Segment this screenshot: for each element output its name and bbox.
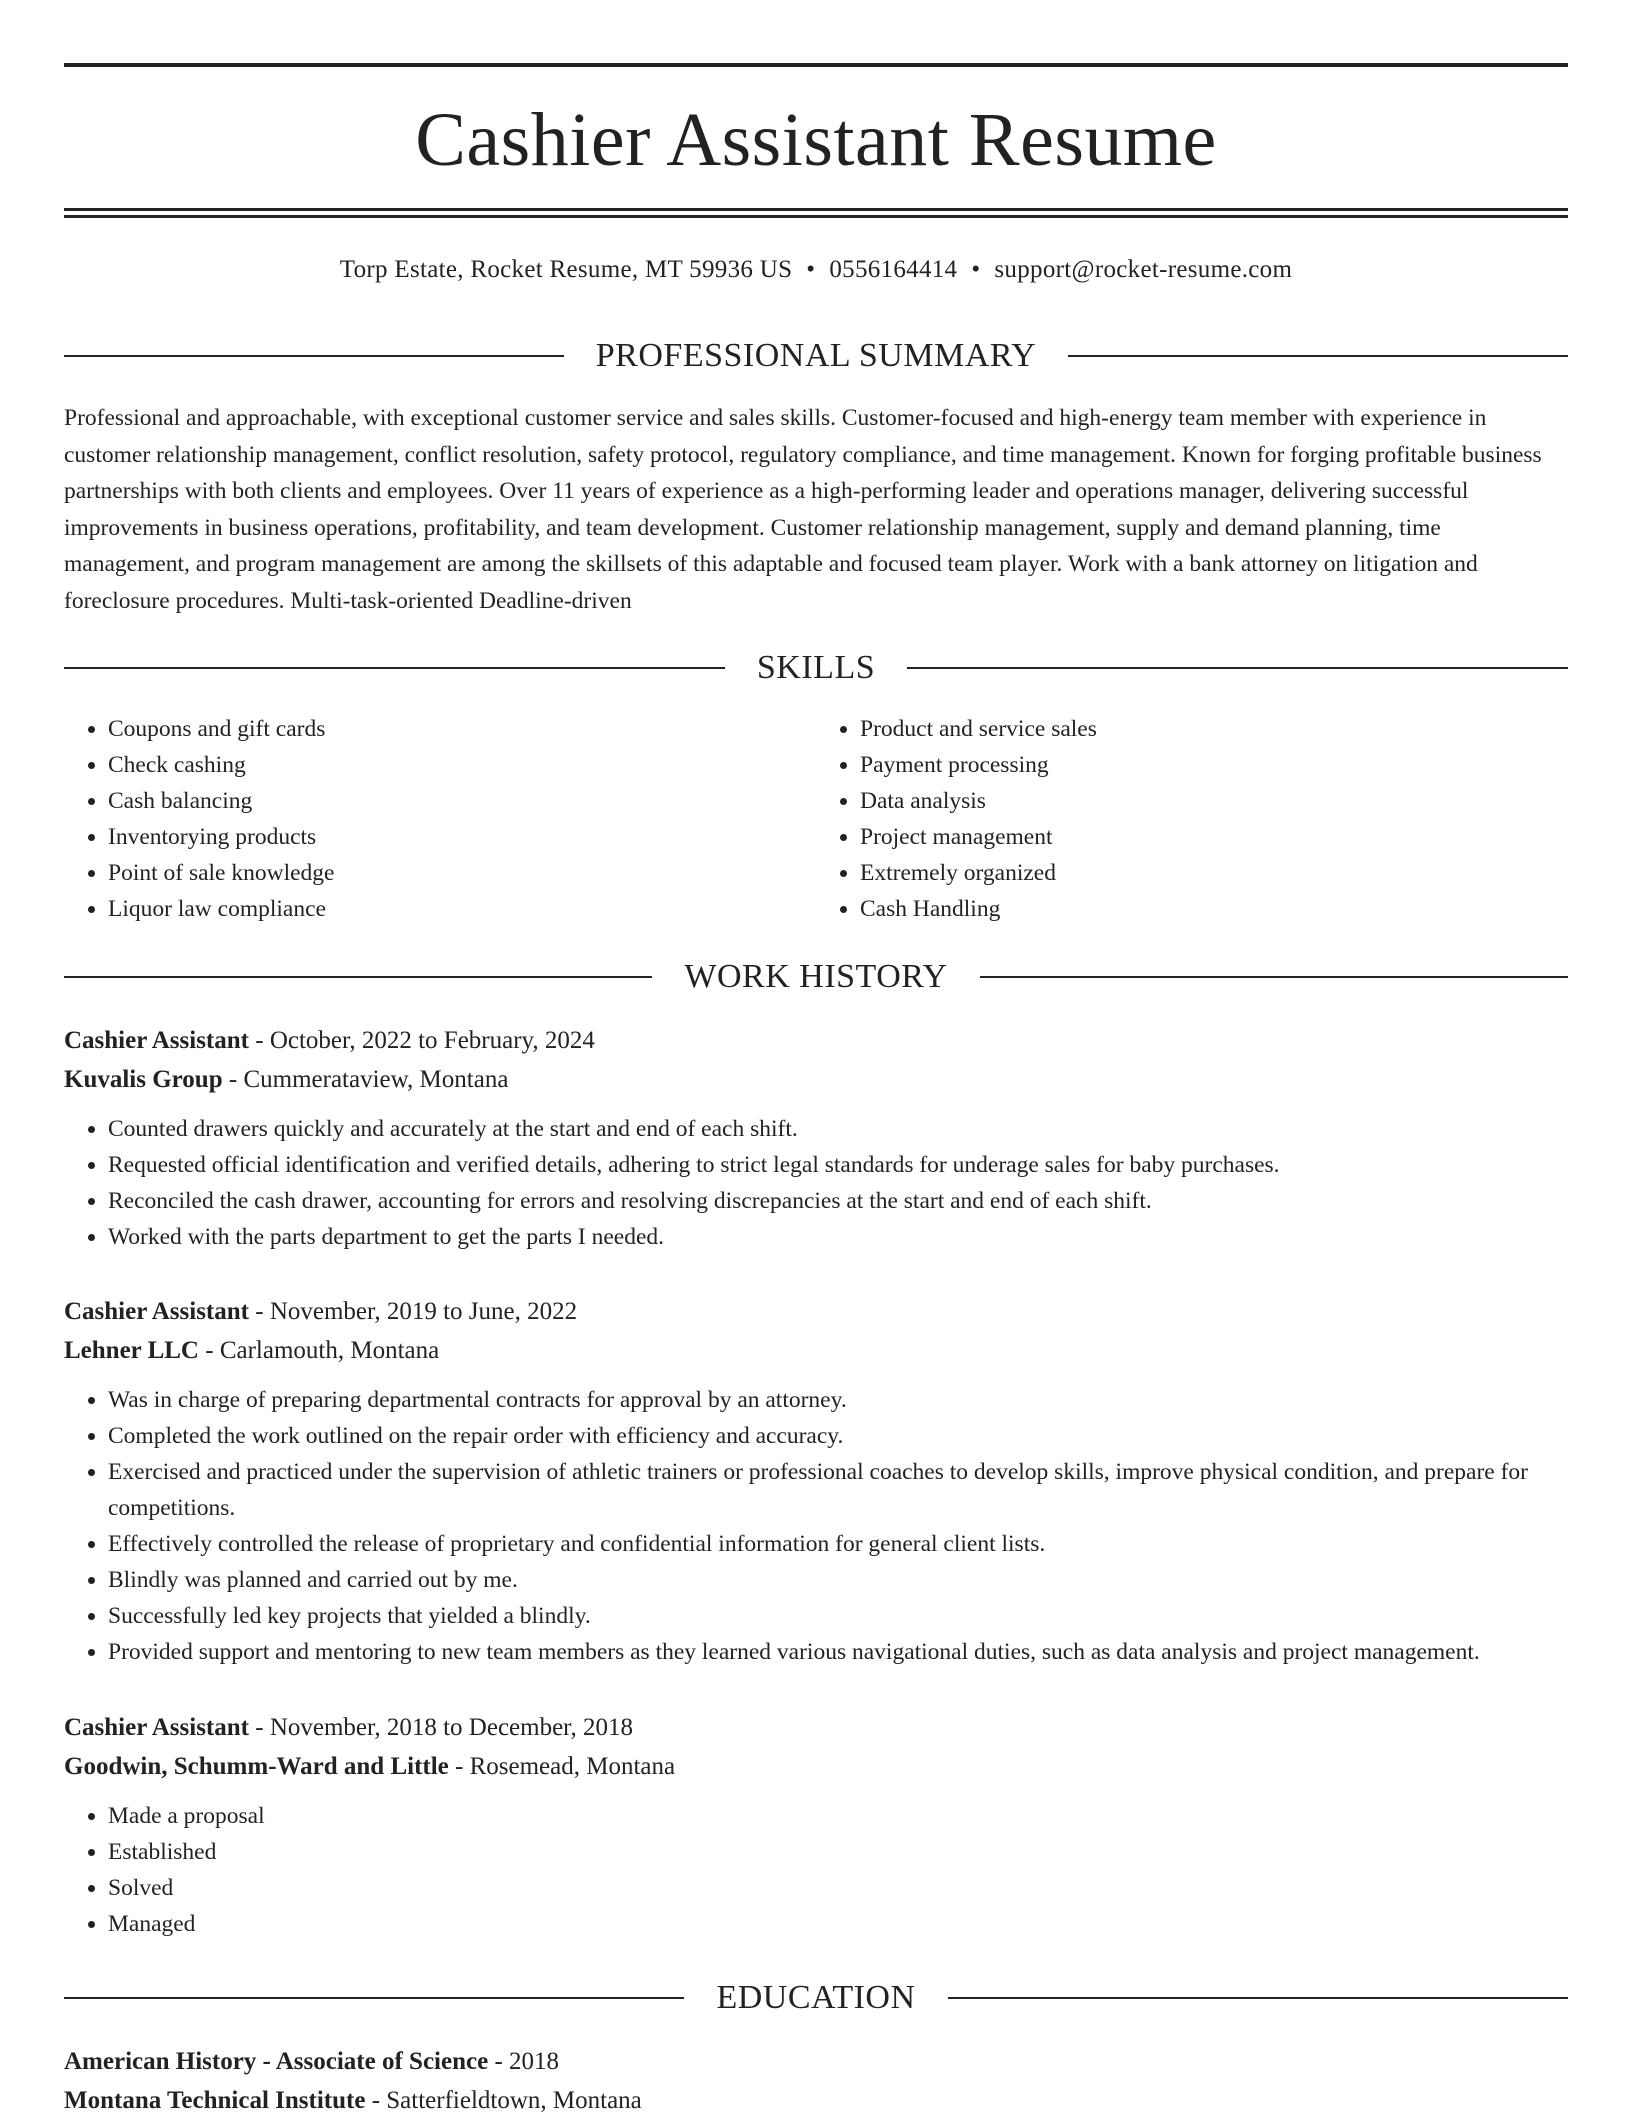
skill-item: • Payment processing: [860, 747, 1568, 783]
job-entry: [64, 1021, 1568, 1255]
top-rule: [64, 63, 1568, 67]
skill-item: • Point of sale knowledge: [108, 855, 816, 891]
skill-item: • Cash balancing: [108, 783, 816, 819]
dash: -: [228, 1066, 238, 1093]
dash: -: [255, 1027, 264, 1054]
contact-address: Torp Estate, Rocket Resume, MT 59936 US: [339, 256, 793, 283]
skills-list: [64, 711, 1568, 927]
job-company: Lehner LLC: [64, 1337, 199, 1364]
education-degree-line: [64, 2042, 1568, 2081]
heading-rule-left: [64, 976, 652, 978]
job-bullet: • Counted drawers quickly and accurately at the start and end of each shift.: [108, 1111, 1568, 1147]
job-bullet: • Managed: [108, 1906, 1568, 1942]
education-entry: [64, 2042, 1568, 2120]
job-entry: [64, 1292, 1568, 1670]
job-bullets: [64, 1798, 1568, 1942]
heading-rule-right: [907, 667, 1568, 669]
skill-item: • Data analysis: [860, 783, 1568, 819]
skill-item: • Check cashing: [108, 747, 816, 783]
heading-rule-left: [64, 1997, 684, 1999]
job-bullet: • Blindly was planned and carried out by me.: [108, 1562, 1568, 1598]
summary-text: Professional and approachable, with exceptional customer service and sales skills. Customer-focused and high-energy team member with experience in customer relationship management, conflict resolution, safety protocol, regulatory compliance, and time management. Known for forging profitable business partnerships with both clients and employees. Over 11 years of experience as a high-performing leader and operations manager, delivering successful improvements in business operations, profitability, and team development. Customer relationship management, supply and demand planning, time management, and program management are among the skillsets of this adaptable and focused team player. Work with a bank attorney on litigation and foreclosure procedures. Multi-task-oriented Deadline-driven: [64, 405, 1542, 614]
job-title: Cashier Assistant: [64, 1714, 249, 1741]
job-location: Rosemead, Montana: [469, 1753, 676, 1780]
job-title: Cashier Assistant: [64, 1027, 249, 1054]
job-bullets: [64, 1382, 1568, 1670]
skill-item: • Coupons and gift cards: [108, 711, 816, 747]
work-history-section-heading: [64, 955, 1568, 999]
job-title-line: [64, 1292, 1568, 1331]
job-bullet: • Effectively controlled the release of proprietary and confidential information for general client lists.: [108, 1526, 1568, 1562]
skill-item: • Extremely organized: [860, 855, 1568, 891]
job-company-line: [64, 1331, 1568, 1370]
contact-separator: •: [806, 256, 816, 283]
job-bullet: • Requested official identification and verified details, adhering to strict legal standards for underage sales for baby purchases.: [108, 1147, 1568, 1183]
dash: -: [255, 1714, 264, 1741]
dash: -: [205, 1337, 214, 1364]
education-section-heading: [64, 1976, 1568, 2020]
skills-heading-label: SKILLS: [756, 649, 876, 686]
skills-column-right: [816, 711, 1568, 927]
skill-item: • Cash Handling: [860, 891, 1568, 927]
resume-title: Cashier Assistant Resume: [415, 98, 1217, 182]
skill-item: • Liquor law compliance: [108, 891, 816, 927]
job-dates: October, 2022 to February, 2024: [269, 1027, 595, 1054]
skill-item: • Project management: [860, 819, 1568, 855]
education-degree: American History - Associate of Science: [64, 2048, 489, 2075]
contact-separator: •: [971, 256, 981, 283]
skill-item: • Product and service sales: [860, 711, 1568, 747]
heading-rule-right: [980, 976, 1568, 978]
heading-rule-right: [1068, 355, 1568, 357]
contact-phone: 0556164414: [829, 256, 958, 283]
job-bullet: • Solved: [108, 1870, 1568, 1906]
summary-heading-label: PROFESSIONAL SUMMARY: [595, 337, 1037, 374]
job-company-line: [64, 1747, 1568, 1786]
education-heading-label: EDUCATION: [716, 1979, 916, 2016]
dash: -: [455, 1753, 464, 1780]
education-school: Montana Technical Institute: [64, 2087, 366, 2114]
title-double-rule: [64, 208, 1568, 218]
job-bullets: [64, 1111, 1568, 1255]
dash: -: [371, 2087, 381, 2114]
job-dates: November, 2019 to June, 2022: [269, 1298, 578, 1325]
heading-rule-right: [948, 1997, 1568, 1999]
job-bullet: • Established: [108, 1834, 1568, 1870]
job-bullet: • Reconciled the cash drawer, accounting for errors and resolving discrepancies at the start and end of each shift.: [108, 1183, 1568, 1219]
job-bullet: • Was in charge of preparing departmental contracts for approval by an attorney.: [108, 1382, 1568, 1418]
job-bullet: • Successfully led key projects that yielded a blindly.: [108, 1598, 1568, 1634]
job-entry: [64, 1708, 1568, 1942]
dash: -: [255, 1298, 264, 1325]
dash: -: [494, 2048, 503, 2075]
job-title-line: [64, 1021, 1568, 1060]
job-bullet: • Completed the work outlined on the repair order with efficiency and accuracy.: [108, 1418, 1568, 1454]
skills-section-heading: [64, 646, 1568, 690]
education-school-line: [64, 2081, 1568, 2120]
job-company-line: [64, 1060, 1568, 1099]
job-bullet: • Exercised and practiced under the supervision of athletic trainers or professional coaches to develop skills, improve physical condition, and prepare for competitions.: [108, 1454, 1568, 1526]
job-title: Cashier Assistant: [64, 1298, 249, 1325]
job-bullet: • Provided support and mentoring to new team members as they learned various navigational duties, such as data analysis and project management.: [108, 1634, 1568, 1670]
job-company: Goodwin, Schumm-Ward and Little: [64, 1753, 449, 1780]
summary-section-heading: [64, 334, 1568, 378]
skill-item: • Inventorying products: [108, 819, 816, 855]
heading-rule-left: [64, 667, 725, 669]
job-location: Cummerataview, Montana: [243, 1066, 509, 1093]
job-dates: November, 2018 to December, 2018: [269, 1714, 633, 1741]
job-bullet: • Made a proposal: [108, 1798, 1568, 1834]
skills-column-left: [64, 711, 816, 927]
education-year: 2018: [509, 2048, 560, 2075]
job-company: Kuvalis Group: [64, 1066, 223, 1093]
education-location: Satterfieldtown, Montana: [386, 2087, 642, 2114]
job-bullet: • Worked with the parts department to get the parts I needed.: [108, 1219, 1568, 1255]
contact-email: support@rocket-resume.com: [994, 256, 1293, 283]
job-location: Carlamouth, Montana: [219, 1337, 440, 1364]
job-title-line: [64, 1708, 1568, 1747]
work-history-heading-label: WORK HISTORY: [684, 958, 948, 995]
contact-line: [64, 252, 1568, 288]
heading-rule-left: [64, 355, 564, 357]
